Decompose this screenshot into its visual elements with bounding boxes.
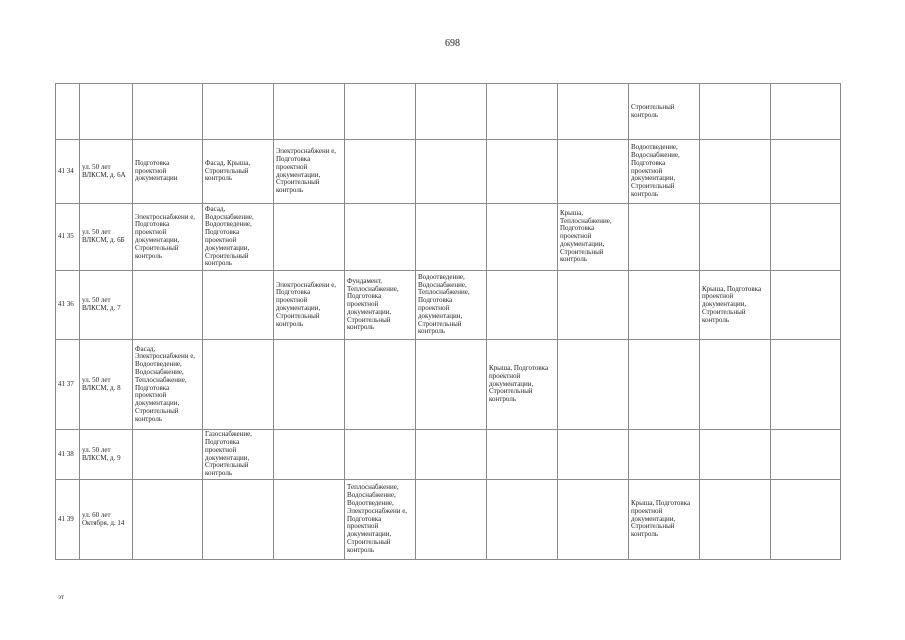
work-cell: [558, 430, 629, 480]
address-cell: ул. 50 лет ВЛКСМ, д. 7: [80, 271, 133, 340]
work-cell: Крыша, Подготовка проектной документации, Строительный контроль: [629, 480, 700, 560]
work-cell: [487, 84, 558, 140]
works-schedule-table: [55, 83, 841, 560]
work-cell: [629, 204, 700, 271]
work-cell: Фасад, Крыша, Строительный контроль: [203, 140, 274, 204]
work-cell: [203, 340, 274, 430]
address-cell: ул. 50 лет ВЛКСМ, д. 9: [80, 430, 133, 480]
address-cell: ул. 50 лет ВЛКСМ, д. 8: [80, 340, 133, 430]
work-cell: [203, 84, 274, 140]
work-cell: [558, 271, 629, 340]
row-number-cell: 41 34: [56, 140, 80, 204]
work-cell: Газоснабжение, Подготовка проектной документации, Строительный контроль: [203, 430, 274, 480]
work-cell: Крыша, Подготовка проектной документации, Строительный контроль: [487, 340, 558, 430]
work-cell: [416, 84, 487, 140]
work-cell: [558, 480, 629, 560]
work-cell: [203, 271, 274, 340]
address-cell: [80, 84, 133, 140]
work-cell: [345, 204, 416, 271]
row-number-cell: 41 37: [56, 340, 80, 430]
table-row: [56, 84, 841, 140]
work-cell: [274, 480, 345, 560]
work-cell: [274, 340, 345, 430]
work-cell: Фундамент, Теплоснабжение, Подготовка проектной документации, Строительный контроль: [345, 271, 416, 340]
work-cell: Водоотведение, Водоснабжение, Теплоснабжение, Подготовка проектной документации, Строительный контроль: [416, 271, 487, 340]
table-row: [56, 430, 841, 480]
work-cell: [771, 140, 841, 204]
work-cell: [629, 271, 700, 340]
work-cell: [133, 84, 203, 140]
work-cell: Водоотведение, Водоснабжение, Подготовка проектной документации, Строительный контроль: [629, 140, 700, 204]
work-cell: [700, 204, 771, 271]
work-cell: [274, 430, 345, 480]
work-cell: [771, 430, 841, 480]
work-cell: [416, 480, 487, 560]
row-number-cell: [56, 84, 80, 140]
work-cell: [274, 204, 345, 271]
work-cell: [487, 204, 558, 271]
table-row: [56, 480, 841, 560]
address-cell: ул. 50 лет ВЛКСМ, д. 6Б: [80, 204, 133, 271]
work-cell: [771, 271, 841, 340]
table-row: [56, 140, 841, 204]
work-cell: [700, 430, 771, 480]
row-number-cell: 41 39: [56, 480, 80, 560]
table-row: [56, 271, 841, 340]
address-cell: ул. 60 лет Октября, д. 14: [80, 480, 133, 560]
work-cell: [629, 430, 700, 480]
work-cell: [771, 340, 841, 430]
work-cell: [203, 480, 274, 560]
work-cell: Фасад, Водоснабжение, Водоотведение, Подготовка проектной документации, Строительный контроль: [203, 204, 274, 271]
work-cell: [487, 480, 558, 560]
work-cell: Электроснабжени е, Подготовка проектной документации, Строительный контроль: [133, 204, 203, 271]
footer-mark: эт: [58, 593, 65, 601]
work-cell: Электроснабжени е, Подготовка проектной документации, Строительный контроль: [274, 271, 345, 340]
work-cell: [133, 480, 203, 560]
work-cell: [558, 84, 629, 140]
work-cell: [345, 430, 416, 480]
work-cell: [416, 204, 487, 271]
work-cell: [133, 271, 203, 340]
work-cell: [345, 84, 416, 140]
work-cell: Фасад, Электроснабжени е, Водоотведение, Водоснабжение, Теплоснабжение, Подготовка проектной документации, Строительный контроль: [133, 340, 203, 430]
work-cell: Крыша, Теплоснабжение, Подготовка проектной документации, Строительный контроль: [558, 204, 629, 271]
work-cell: Подготовка проектной документации: [133, 140, 203, 204]
work-cell: [558, 340, 629, 430]
work-cell: [416, 430, 487, 480]
row-number-cell: 41 36: [56, 271, 80, 340]
work-cell: [771, 204, 841, 271]
work-cell: [558, 140, 629, 204]
work-cell: [771, 480, 841, 560]
work-cell: Теплоснабжение, Водоснабжение, Водоотведение, Электроснабжени е, Подготовка проектной документации, Строительный контроль: [345, 480, 416, 560]
work-cell: Крыша, Подготовка проектной документации, Строительный контроль: [700, 271, 771, 340]
table-row: [56, 340, 841, 430]
work-cell: [133, 430, 203, 480]
page-number: 698: [445, 38, 460, 49]
work-cell: [629, 340, 700, 430]
row-number-cell: 41 35: [56, 204, 80, 271]
work-cell: [274, 84, 345, 140]
work-cell: [487, 271, 558, 340]
work-cell: [771, 84, 841, 140]
work-cell: [700, 340, 771, 430]
work-cell: [345, 340, 416, 430]
row-number-cell: 41 38: [56, 430, 80, 480]
work-cell: Строительный контроль: [629, 84, 700, 140]
work-cell: [487, 140, 558, 204]
work-cell: [487, 430, 558, 480]
work-cell: [700, 140, 771, 204]
table-row: [56, 204, 841, 271]
work-cell: [416, 340, 487, 430]
work-cell: [700, 480, 771, 560]
work-cell: Электроснабжени е, Подготовка проектной документации, Строительный контроль: [274, 140, 345, 204]
address-cell: ул. 50 лет ВЛКСМ, д. 6А: [80, 140, 133, 204]
work-cell: [416, 140, 487, 204]
work-cell: [700, 84, 771, 140]
work-cell: [345, 140, 416, 204]
